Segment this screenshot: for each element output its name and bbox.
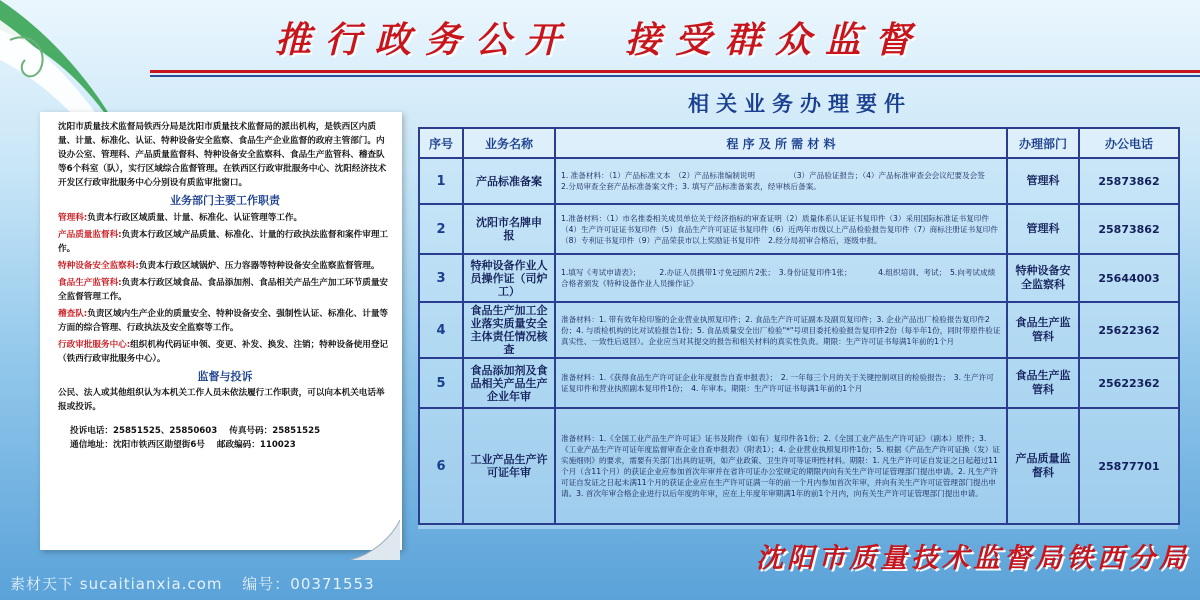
table-row bbox=[419, 408, 1179, 524]
phone-value: 25851525、25850603 bbox=[112, 426, 218, 436]
table-row bbox=[419, 302, 1179, 358]
row-name: 沈阳市名牌申 报 bbox=[463, 204, 555, 254]
duty-name: 食品生产监管科: bbox=[58, 278, 122, 288]
phone-label: 投诉电话： bbox=[70, 426, 113, 436]
header-num: 序号 bbox=[419, 128, 463, 158]
table-row bbox=[419, 158, 1179, 204]
duty-name: 管理科: bbox=[58, 213, 88, 223]
address-value: 沈阳市铁西区勋望街6号 bbox=[112, 440, 205, 450]
duty-text: 组织机构代码证申领、变更、补发、换发、注销；特种设备使用登记（铁西行政审批服务中心）。 bbox=[58, 340, 389, 364]
requirements-table bbox=[418, 127, 1180, 525]
headline-rule-blue bbox=[150, 75, 1200, 77]
requirements-table-wrap bbox=[418, 127, 1178, 529]
headline-title: 推行政务公开 接受群众监督 bbox=[274, 19, 925, 61]
contact-block bbox=[58, 424, 392, 452]
row-num: 2 bbox=[419, 204, 463, 254]
duty-text: 负责本行政区域锅炉、压力容器等特种设备安全监察监督管理。 bbox=[138, 261, 380, 271]
header-name: 业务名称 bbox=[463, 128, 555, 158]
row-dept: 食品生产监管科 bbox=[1007, 358, 1079, 408]
row-num: 6 bbox=[419, 408, 463, 524]
duty-item bbox=[58, 338, 392, 366]
duty-text: 负责区域内生产企业的质量安全、特种设备安全、强制性认证、标准化、计量等方面的综合管理、行政执法及安全监察等工作。 bbox=[58, 309, 389, 333]
duty-text: 负责本行政区域质量、计量、标准化、认证管理等工作。 bbox=[87, 213, 303, 223]
row-name: 产品标准备案 bbox=[463, 158, 555, 204]
duty-item bbox=[58, 259, 392, 273]
watermark-site: 素材天下 sucaitianxia.com bbox=[10, 575, 223, 593]
row-name: 特种设备作业人员操作证（司炉工） bbox=[463, 254, 555, 302]
row-tel: 25622362 bbox=[1079, 358, 1179, 408]
row-name: 食品生产加工企业落实质量安全主体责任情况核查 bbox=[463, 302, 555, 358]
header-tel: 办公电话 bbox=[1079, 128, 1179, 158]
watermark bbox=[0, 568, 420, 600]
duty-text: 负责本行政区域食品、食品添加剂、食品相关产品生产加工环节质量安全监督管理工作。 bbox=[58, 278, 389, 302]
row-num: 3 bbox=[419, 254, 463, 302]
duties-title: 业务部门主要工作职责 bbox=[170, 194, 280, 207]
duty-item bbox=[58, 211, 392, 225]
row-dept: 特种设备安全监察科 bbox=[1007, 254, 1079, 302]
row-procedure: 准备材料：1.《全国工业产品生产许可证》证书及附件（如有）复印件各1份；2.《全国工业产品生产许可证》（副本）原件；3.《工业产品生产许可证年度监督审查企业自查申报表》（附表1）；4. 企业营业执照复印件1份；5. 根据《产品生产许可证换（发）证实施细则》的要求，需要有关部门出具的证明，如产业政策、卫生许可等证明性材料。期限：1. 凡生产许可证自发证之日起超过11个月（含11个月）的获证企业应参加首次年审并在省许可证办公室规定的期限内向有关生产许可证管理部门提出申请。2. 凡生产许可证自发证之日起未满11个月的获证企业应在生产许可证满一年的前一个月内参加首次年审，并向有关生产许可证管理部门提出申请。3. 首次年审合格企业进行以后年度的年审，应在上年度年审期满1年的前1个月内，向有关生产许可证管理部门提出申请。 bbox=[555, 408, 1007, 524]
row-dept: 食品生产监管科 bbox=[1007, 302, 1079, 358]
page-curl-decoration bbox=[330, 520, 400, 560]
zip-value: 110023 bbox=[259, 440, 296, 450]
row-tel: 25622362 bbox=[1079, 302, 1179, 358]
duty-item bbox=[58, 276, 392, 304]
duty-name: 特种设备安全监察科: bbox=[58, 261, 139, 271]
table-title: 相关业务办理要件 bbox=[688, 92, 912, 116]
duty-name: 稽查队: bbox=[58, 309, 88, 319]
duty-item bbox=[58, 228, 392, 256]
row-tel: 25877701 bbox=[1079, 408, 1179, 524]
row-procedure: 准备材料：1.《获得食品生产许可证企业年度报告自查申报表》； 2. 一年每三个月的关于关键控制项目的检验报告； 3. 生产许可证复印件和营业执照副本复印件1份； 4. 年审本。期限：生产许可证书每满1年前的1个月 bbox=[555, 358, 1007, 408]
footer-organization: 沈阳市质量技术监督局铁西分局 bbox=[756, 543, 1190, 574]
row-num: 5 bbox=[419, 358, 463, 408]
row-name: 工业产品生产许可证年审 bbox=[463, 408, 555, 524]
row-num: 1 bbox=[419, 158, 463, 204]
duty-text: 负责本行政区域产品质量、标准化、计量的行政执法监督和案件审理工作。 bbox=[58, 230, 389, 254]
row-dept: 管理科 bbox=[1007, 204, 1079, 254]
row-tel: 25644003 bbox=[1079, 254, 1179, 302]
header-dept: 办理部门 bbox=[1007, 128, 1079, 158]
row-procedure: 1.填写《考试申请表》； 2.办证人员携带1寸免冠照片2张； 3.身份证复印件1张； 4.组织培训、考试； 5.向考试成绩合格者颁发《特种设备作业人员操作证》 bbox=[555, 254, 1007, 302]
row-num: 4 bbox=[419, 302, 463, 358]
supervision-text: 公民、法人或其他组织认为本机关工作人员未依法履行工作职责，可以向本机关电话举报或投诉。 bbox=[58, 388, 385, 412]
row-dept: 产品质量监督科 bbox=[1007, 408, 1079, 524]
watermark-code: 编号：00371553 bbox=[242, 575, 375, 593]
header-procedure: 程 序 及 所 需 材 料 bbox=[555, 128, 1007, 158]
supervision-title: 监督与投诉 bbox=[197, 370, 253, 383]
duty-name: 行政审批服务中心: bbox=[58, 340, 131, 350]
headline-rule-red bbox=[150, 70, 1200, 73]
row-dept: 管理科 bbox=[1007, 158, 1079, 204]
fax-value: 25851525 bbox=[272, 426, 321, 436]
table-header-row bbox=[419, 128, 1179, 158]
contact-row-phone bbox=[70, 424, 392, 438]
row-procedure: 准备材料：1. 带有效年检印鉴的企业营业执照复印件；2. 食品生产许可证副本及副页复印件；3. 企业产品出厂检验报告复印件2份；4. 与质检机构的比对试验报告1份；5. 食品质量安全出厂检验"*"号项目委托检验报告复印件2份（每半年1份，同时带原件验证真实性、一致性后返回）。企业应当对其提交的报告和相关材料的真实性负责。期限：生产许可证书每满1年前的1个月 bbox=[555, 302, 1007, 358]
intro-text: 沈阳市质量技术监督局铁西分局是沈阳市质量技术监督局的派出机构，是铁西区内质量、计量、标准化、认证、特种设备安全监察、食品生产企业监督的政府主管部门。内设办公室、管理科、产品质量监督科、特种设备安全监察科、食品生产监管科、稽查队等6个科室（队），实行区域综合监督管理。在铁西区行政审批服务中心、沈阳经济技术开发区行政审批服务中心分别设有质监审批窗口。 bbox=[58, 122, 387, 188]
fax-label: 传真号码： bbox=[229, 426, 273, 436]
duty-item bbox=[58, 307, 392, 335]
zip-label: 邮政编码： bbox=[216, 440, 260, 450]
row-tel: 25873862 bbox=[1079, 158, 1179, 204]
address-label: 通信地址： bbox=[70, 440, 113, 450]
table-row bbox=[419, 254, 1179, 302]
duty-name: 产品质量监督科: bbox=[58, 230, 122, 240]
table-row bbox=[419, 204, 1179, 254]
row-tel: 25873862 bbox=[1079, 204, 1179, 254]
table-row bbox=[419, 358, 1179, 408]
row-procedure: 1. 准备材料：（1）产品标准文本 （2）产品标准编制说明 （3）产品验证报告；（4）产品标准审查会会议纪要及会签 2.分局审查全套产品标准备案文件；3. 填写产品标准备案表，经审核后备案。 bbox=[555, 158, 1007, 204]
row-name: 食品添加剂及食品相关产品生产企业年审 bbox=[463, 358, 555, 408]
info-panel bbox=[40, 112, 402, 550]
contact-row-address bbox=[70, 438, 392, 452]
row-procedure: 1.准备材料：（1）市名推委相关成员单位关于经济指标的审查证明（2）质量体系认证证书复印件（3）采用国际标准证书复印件（4）生产许可证证书复印件（5）食品生产许可证证书复印件（6）近两年市级以上产品检验报告复印件（7）商标注册证书复印件（8）专利证书复印件（9）产品荣获市以上奖励证书复印件 2.经分局初审合格后，逐级申报。 bbox=[555, 204, 1007, 254]
